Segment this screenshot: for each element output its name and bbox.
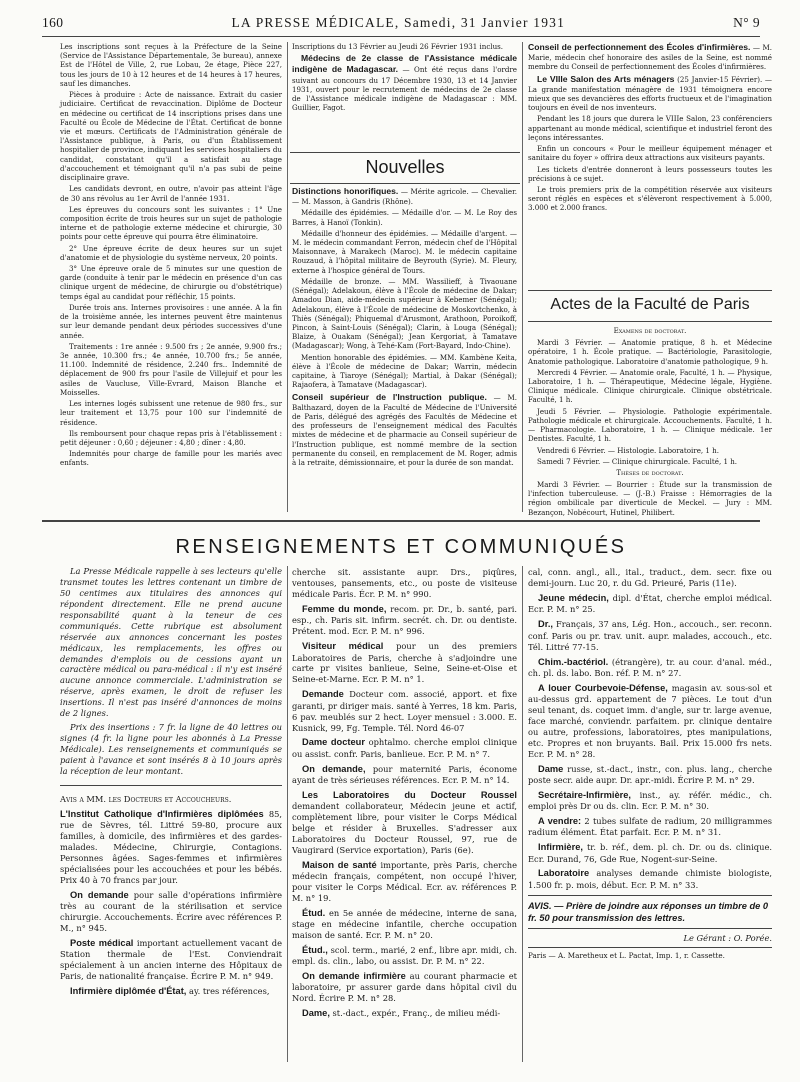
- ad-item: [528, 763, 772, 786]
- ad-item: [292, 603, 517, 637]
- ad-text: (étrangère), tr. au cour. d'anal. méd., ch. pl. ds. labo. Bon. réf. P. M. n° 27.: [528, 656, 772, 678]
- actes-heading: Actes de la Faculté de Paris: [550, 296, 750, 313]
- ad-item: [292, 907, 517, 941]
- paragraph: Samedi 7 Février. — Clinique chirurgicale. Faculté, 1 h.: [537, 456, 738, 466]
- ad-text: cal, conn. angl., all., ital., traduct., dem. secr. fixe ou demi-journ. Luc 20, r. du Gd. Prieuré, Paris (11e).: [528, 567, 772, 589]
- page-header: [42, 12, 760, 34]
- ad-heading: Étud.: [302, 907, 326, 918]
- ad-heading: Femme du monde,: [302, 604, 387, 615]
- ad-item: [292, 1007, 517, 1019]
- ad-item: [292, 789, 517, 856]
- column-divider: [287, 566, 288, 1062]
- ad-item: [528, 618, 772, 652]
- divider: [60, 785, 282, 786]
- paragraph: Le trois premiers prix de la compétition réservée aux visiteurs seront réglés en espèces et s'élèveront respectivement à 5.000, 3.000 et 2.000 francs.: [528, 184, 772, 213]
- ad-item: [292, 640, 517, 685]
- box-rule-bottom: [528, 321, 772, 322]
- ad-text: Français, 37 ans, Lég. Hon., accouch., ser. reconn. conf. Paris ou pr. trav. unit. aupr. malades, accouch., etc. Tél. Littré 77-15.: [528, 619, 772, 652]
- section-heading: Conseil de perfectionnement des Écoles d'infirmières.: [528, 42, 751, 52]
- paragraph: Les internes logés subissent une retenue de 980 frs., sur leur traitement et 13,75 pour 100 sur l'indemnité de résidence.: [60, 399, 282, 427]
- ad-text: pour salle d'opérations infirmière très au courant de la stérilisation et service chirurgie. Accouchements. Écrire avec références P. M., n° 945.: [60, 889, 283, 933]
- column-2-top: [292, 42, 517, 152]
- section-heading: Conseil supérieur de l'Instruction publique.: [292, 391, 487, 402]
- paragraph: 2° Une épreuve écrite de deux heures sur un sujet d'anatomie et de physiologie du système nerveux, 20 points.: [60, 243, 282, 262]
- ad-heading: Demande: [302, 689, 344, 700]
- journal-title: LA PRESSE MÉDICALE, Samedi, 31 Janvier 1931: [231, 15, 566, 30]
- paragraph: Durée trois ans. Internes provisoires : une année. A la fin de la troisième année, les internes peuvent être maintenus sur leur demande pendant deux périodes successives d'une année.: [60, 302, 282, 340]
- paragraph: Les épreuves du concours sont les suivantes : 1° Une composition écrite de trois heures sur un sujet de pathologie interne et de pathologie externe médecine et chirurgie, 30 points pour cette épreuve qui pourra être éliminatoire.: [60, 204, 282, 242]
- paragraph: Indemnités pour charge de famille pour les mariés avec enfants.: [60, 449, 282, 468]
- ad-heading: Étud.,: [302, 945, 328, 956]
- paragraph: Ils remboursent pour chaque repas pris à l'établissement : petit déjeuner : 0,60 ; déjeuner : 4,80 ; dîner : 4,80.: [60, 428, 282, 447]
- ad-heading: Infirmière diplômée d'État,: [70, 985, 187, 996]
- paragraph: (25 Janvier-15 Février). — La grande manifestation ménagère de 1931 témoignera encore mieux que ses devancières des efforts fructueux et de l'imagination toujours en éveil de nos inventeurs.: [528, 74, 773, 113]
- ad-text: russe, st.-dact., instr., con. plus. lang., cherche poste secr. aide aupr. Dr. apr.-midi. Écrire P. M. n° 29.: [528, 763, 772, 785]
- paragraph: Enfin un concours « Pour le meilleur équipement ménager et sanitaire du foyer » offrira deux attractions aux visiteurs payants.: [528, 144, 772, 163]
- ad-text: Docteur com. associé, apport. et fixe garanti, pr diriger mais. santé à Yerres, 18 km. Paris, 6 pav. meublés sur 2 hect. Loyer mensuel : 3.000. E. Kusnick, 99, Fg. Temple. Tél. Nord 46-07: [292, 689, 517, 733]
- paragraph: Mardi 3 Février. — Anatomie pratique, 8 h. et Médecine opératoire, 1 h. École pratique. — Bactériologie, Parasitologie, Anatomie pathologique. Laboratoire d'anatomie pathologique, 9 h.: [528, 338, 772, 366]
- column-divider: [522, 566, 523, 1062]
- ad-text: pour maternité Paris, économe ayant de très sérieuses références. Ecr. P. M. n° 14.: [292, 763, 517, 785]
- column-2-bottom: [292, 186, 517, 512]
- ad-heading: A vendre:: [538, 816, 582, 827]
- section-heading: Médecins de 2e classe de l'Assistance médicale indigène de Madagascar.: [292, 53, 517, 75]
- ad-text: important actuellement vacant de Station thermale de l'Est. Conviendrait spécialement à un ancien interne des Hôpitaux de Paris, de nationalité française. Écrire P. M. n° 949.: [60, 937, 282, 981]
- paragraph: Mardi 3 Février. — Bourrier : Étude sur la transmission de l'infection tuberculeuse. — (J.-B.) Fraisse : Hémorragies de la région ombilicale par diverticule de Meckel. — Jury : MM. Bezançon, Nobécourt, Hutinel, Philibert.: [528, 480, 772, 517]
- divider: [528, 947, 772, 948]
- ad-text: recom. pr. Dr., b. santé, pari. esp., ch. Paris sit. infirm. secrét. ch. Dr. ou dentiste. Prétent. mod. Ecr. P. M. n° 996.: [292, 604, 517, 637]
- ad-text: pour un des premiers Laboratoires de Paris, cherche à s'adjoindre une carte pr visites banlieue, Seine, Seine-et-Oise et Seine-et-Marne. Ecr. P. M. n° 1.: [292, 641, 518, 685]
- ad-item: [528, 841, 772, 864]
- ad-item: [292, 763, 517, 786]
- notice-paragraph: La Presse Médicale rappelle à ses lecteurs qu'elle transmet toutes les lettres contenant un timbre de 50 centimes aux titulaires des annonces qui répondent directement. Elle ne prend aucune responsabilité quant à la teneur de ces communiqués. Cette rubrique est absolument réservée aux annonces concernant les postes médicaux, les remplacements, les offres ou demandes d'emplois ou de cessions ayant un caractère médical ou para-médical : il n'y est inséré aucune annonce commerciale. L'administration se réserve, après examen, le droit de refuser les insertions. Il n'est pas inséré d'annonces de moins de 2 lignes.: [60, 566, 282, 719]
- paragraph: Médaille de bronze. — MM. Wassilieff, à Tivaouane (Sénégal); Adelakoun, élève à l'École de médecine de Dakar; Amadou Dian, aide-médecin supérieur à Kebemer (Sénégal); Adelakoun, élève à l'École de médecine de Moskovtchenko, à Thiès (Sénégal); Phiquemal d'Arusmont, Arathoon, Poroikoff, Pincon, à Saint-Louis (Sénégal); Clarin, à Louga (Sénégal); Blaize, à Ouakam (Sénégal); Jean Kergoriat, à Tamatave (Madagascar); Wong, à Tehé-Kam (Fort-Bayard, Indo-Chine).: [292, 276, 517, 351]
- paragraph: Les inscriptions sont reçues à la Préfecture de la Seine (Service de l'Assistance Départementale, 3e bureau), annexe Est de l'Hôtel de Ville, 2, rue Lobau, 2e étage, Pièce 227, tous les jours de 10 à 12 heures et de 14 heures à 17 heures, sauf les dimanches.: [60, 42, 282, 88]
- paragraph: — M. Marie, médecin chef honoraire des asiles de la Seine, est nommé membre du Conseil de perfectionnement des Écoles d'infirmières.: [528, 43, 773, 72]
- notice-paragraph: Prix des insertions : 7 fr. la ligne de 40 lettres ou signes (4 fr. la ligne pour les abonnés à La Presse Médicale). Les renseignements et communiqués se paient à l'avance et sont insérés 8 à 10 jours après la réception de leur montant.: [60, 722, 282, 776]
- paragraph: Inscriptions du 13 Février au Jeudi 26 Février 1931 inclus.: [292, 42, 504, 51]
- avis-line: Avis a MM. les Docteurs et Accoucheurs.: [60, 793, 232, 804]
- section-rule: [42, 520, 760, 522]
- paragraph: Les candidats devront, en outre, n'avoir pas atteint l'âge de 30 ans révolus au 1er Avril de l'année 1931.: [60, 184, 282, 203]
- paragraph: Mercredi 4 Février. — Anatomie orale, Faculté, 1 h. — Physique, Laboratoire, 1 h. — Thérapeutique, Médecine légale, Hygiène. Clinique médicale. Clinique chirurgicale. Clinique obstétricale. Faculté, 1 h.: [528, 367, 772, 405]
- ad-item: [528, 682, 772, 760]
- column-3-top: [528, 42, 772, 288]
- ad-heading: Dr.,: [538, 619, 553, 630]
- column-divider: [287, 42, 288, 512]
- ad-heading: Maison de santé: [302, 859, 377, 870]
- paragraph: Mention honorable des épidémies. — MM. Kambène Keita, élève à l'École de médecine de Dakar; Warrin, médecin capitaine, à Tiaroye (Sénégal); Martial, à Dakar (Sénégal); Rajaofera, à Tamatave (Madagascar).: [292, 352, 517, 390]
- ad-text: tr. b. réf., dem. pl. ch. Dr. ou ds. clinique. Ecr. Durand, 76, Gde Rue, Nogent-sur-Seine.: [528, 842, 772, 864]
- rens-column-2: [292, 566, 517, 1066]
- ad-text: inst., ay. référ. médic., ch. emploi près Dr ou ds. clin. Ecr. P. M. n° 30.: [528, 789, 772, 812]
- ad-item: [292, 688, 517, 733]
- nouvelles-heading: Nouvelles: [365, 157, 445, 177]
- paragraph: Les tickets d'entrée donneront à leurs possesseurs toutes les précisions à ce sujet.: [528, 164, 772, 183]
- paragraph: — M. Balthazard, doyen de la Faculté de Médecine de l'Université de Paris, délégué des agrégés des Facultés de Médecine et des professeurs de l'enseignement médical des Facultés mixtes de médecine et de pharmacie au Conseil supérieur de l'Instruction publique, est nommé membre de la section permanente du conseil, en remplacement de M. Roger, admis à la retraite, démissionnaire, et pour la durée de son mandat.: [292, 392, 517, 468]
- ad-text: demandent collaborateur, Médecin jeune et actif, complètement libre, pour visiter le Corps Médical belge et résider à Bruxelles. S'adresser aux Laboratoires du Docteur Roussel, 97, rue de Vaugirard (Service exportation), Paris (6e).: [292, 801, 517, 855]
- subheading: Examens de doctorat.: [613, 327, 687, 335]
- box-rule-bottom: [290, 183, 520, 184]
- column-3-bottom: [528, 324, 772, 517]
- section-heading: Le VIIIe Salon des Arts ménagers: [537, 73, 675, 84]
- paragraph: — Mérite agricole. — Chevalier. — M. Masson, à Gandris (Rhône).: [292, 187, 517, 207]
- paragraph: 3° Une épreuve orale de 5 minutes sur une question de garde (conduite à tenir par le médecin en présence d'un cas clinique urgent de médecine, de chirurgie ou d'obstétrique) temps égal au candidat pour réfléchir, 15 points.: [60, 264, 282, 301]
- ad-text: st.-dact., expér., Franç., de milieu médi-: [332, 1008, 501, 1019]
- ad-heading: L'Institut Catholique d'Infirmières diplômées: [60, 808, 264, 819]
- column-divider: [522, 42, 523, 512]
- ad-heading: Infirmière,: [538, 842, 583, 853]
- ad-heading: Poste médical: [70, 937, 134, 948]
- ad-text: 2 tubes sulfate de radium, 20 milligrammes radium élément. État parfait. Ecr. P. M. n° 31.: [528, 816, 773, 838]
- ad-text: importante, près Paris, cherche médecin français, compétent, non occupé l'hiver, pour visiter le Corps Médical. Ecr. av. références P. M. n° 19.: [292, 859, 517, 903]
- divider: [528, 895, 772, 896]
- ad-text: scol. term., marié, 2 enf., libre apr. midi, ch. empl. ds. clin., labo, ou assist. Dr. P. M. n° 22.: [292, 945, 517, 967]
- ad-item: [528, 867, 772, 890]
- subheading: Thèses de doctorat.: [616, 468, 684, 477]
- page-number: 160: [42, 15, 64, 30]
- ad-item: [528, 566, 772, 589]
- ad-item: [292, 944, 517, 967]
- header-rule: [42, 36, 760, 37]
- paragraph: Pièces à produire : Acte de naissance. Extrait du casier judiciaire. Certificat de revaccination. Diplôme de Docteur en médecine ou certificat de 14 inscriptions prises dans une Faculté ou École de Médecine de l'État. Certificat de bonne vie et mœurs. Certificats de l'Administration générale de l'Assistance publique, à Paris, ou d'un Établissement hospitalier de province, indiquant les services hospitaliers du candidat, constatant qu'il a satisfait au stage d'accouchement et témoignant qu'il n'a pas subi de peine disciplinaire grave.: [60, 90, 282, 183]
- ad-heading: Chim.-bactériol.: [538, 656, 609, 667]
- ad-text: cherche sit. assistante aupr. Drs., piqûres, ventouses, pansements, etc., ou poste de visiteuse médicale Paris. Écr. P. M. n° 990.: [292, 567, 517, 600]
- rens-column-1: [60, 566, 282, 1066]
- ad-text: magasin av. sous-sol et au-dessus grd. appartement de 7 pièces. Le tout d'un seul tenant, ds. coquet imm. d'angle, sur tr. large avenue, face marché, conviendr. parfaitem. pr. clinique dentaire ou autre, professions, laboratoires, ptes manipulations, etc. Propres et non bruyants. Bail. Prix 15.000 frs nets. Ecr. P. M. n° 28.: [528, 682, 772, 759]
- ad-heading: Secrétaire-Infirmière,: [538, 789, 632, 800]
- ad-item: [292, 736, 517, 759]
- ad-text: dipl. d'État, cherche emploi médical. Ecr. P. M. n° 25.: [528, 593, 772, 615]
- ad-heading: On demande,: [302, 763, 366, 774]
- imprimeur: Paris — A. Maretheux et L. Pactat, Imp. 1, r. Cassette.: [528, 951, 725, 961]
- ad-item: [292, 970, 517, 1004]
- ad-text: au courant pharmacie et laboratoire, pr assurer garde dans hôpital civil du Nord. Écrire P. M. n° 28.: [292, 971, 517, 1004]
- paragraph: Jeudi 5 Février. — Physiologie. Pathologie expérimentale. Pathologie médicale et chirurgicale. Accouchements. Faculté, 1 h. — Pharmacologie. Laboratoire, 1 h. — Clinique médicale. 1er Dentistes. Faculté, 1 h.: [528, 406, 772, 444]
- ad-item: [292, 859, 517, 904]
- rens-column-3: [528, 566, 772, 1066]
- renseignements-heading: RENSEIGNEMENTS ET COMMUNIQUÉS: [175, 536, 627, 558]
- ad-heading: On demande infirmière: [302, 971, 406, 982]
- section-heading: Distinctions honorifiques.: [292, 186, 399, 196]
- ad-item: [528, 815, 772, 838]
- divider: [528, 928, 772, 929]
- ad-heading: Dame: [538, 763, 564, 774]
- ad-heading: Les Laboratoires du Docteur Roussel: [302, 789, 517, 800]
- paragraph: Traitements : 1re année : 9.500 frs ; 2e année, 9.900 frs.; 3e année, 10.300 frs.; 4e année, 10.700 frs.; 5e année, 11.100. Indemnité de résidence, 2.240 frs.. Indemnité de déplacement de 900 frs pour l'asile de Villejuif et pour les asiles de Vaucluse, Ville-Evrard, Maison Blanche et Moisselles.: [60, 341, 282, 397]
- paragraph: — Ont été reçus dans l'ordre suivant au concours du 17 Décembre 1930, 13 et 14 Janvier 1931, ouvert pour le recrutement de médecins de 2e classe de l'Assistance médicale indigène de Madagascar : MM. Guillier, Fagot.: [292, 65, 517, 113]
- ad-item: [528, 789, 772, 812]
- ad-text: ay. tres références,: [189, 985, 270, 996]
- ad-text: en 5e année de médecine, interne de sana, stage en médecine infantile, cherche occupation maison de santé. Ecr. P. M. n° 20.: [292, 907, 517, 941]
- gerant-signature: Le Gérant : O. Porée.: [683, 933, 772, 944]
- ad-text: 85, rue de Sèvres, tél. Littré 59-80, procure aux familles, à domicile, des infirmières et des gardes-malades. Médecine, Chirurgie, Contagions. Personnes âgées. Sages-femmes et infirmières spécialisées pour les accouchées et pour les bébés. Prix 40 à 70 francs par jour.: [60, 808, 283, 885]
- ad-heading: A louer Courbevoie-Défense,: [538, 682, 668, 693]
- ad-text: ophtalmo. cherche emploi clinique ou assist. confr. Paris, banlieue. Ecr. P. M. n° 7.: [292, 737, 517, 759]
- ad-heading: Jeune médecin,: [538, 593, 609, 604]
- paragraph: Pendant les 18 jours que durera le VIIIe Salon, 23 conférenciers appartenant au monde médical, scientifique et industriel feront des leçons intéressantes.: [528, 114, 772, 142]
- avis-final: AVIS. — Prière de joindre aux réponses un timbre de 0 fr. 50 pour transmission des lettres.: [528, 900, 769, 923]
- paragraph: Vendredi 6 Février. — Histologie. Laboratoire, 1 h.: [537, 445, 719, 455]
- ad-text: analyses demande chimiste biologiste, 1.500 fr. p. mois, début. Ecr. P. M. n° 33.: [528, 868, 772, 890]
- column-1: [60, 42, 282, 512]
- ad-item: [528, 592, 772, 615]
- ad-item: [292, 566, 517, 600]
- ad-heading: Dame,: [302, 1008, 330, 1019]
- ad-heading: On demande: [70, 889, 129, 900]
- issue-number: N° 9: [733, 15, 760, 30]
- paragraph: Médaille des épidémies. — Médaille d'or. — M. Le Roy des Barres, à Hanoï (Tonkin).: [292, 208, 517, 227]
- ad-heading: Dame docteur: [302, 737, 365, 748]
- paragraph: Médaille d'honneur des épidémies. — Médaille d'argent. — M. le médecin commandant Ferron, médecin chef de l'Hôpital Maisonnave, à Marakech (Maroc). M. le médecin capitaine Rouzaud, à l'hôpital militaire de Beyrouth (Syrie). M. Fleury, externe à l'hospice général de Tours.: [292, 228, 517, 275]
- ad-item: [528, 656, 772, 679]
- ad-heading: Visiteur médical: [302, 641, 384, 652]
- ad-heading: Laboratoire: [538, 868, 590, 879]
